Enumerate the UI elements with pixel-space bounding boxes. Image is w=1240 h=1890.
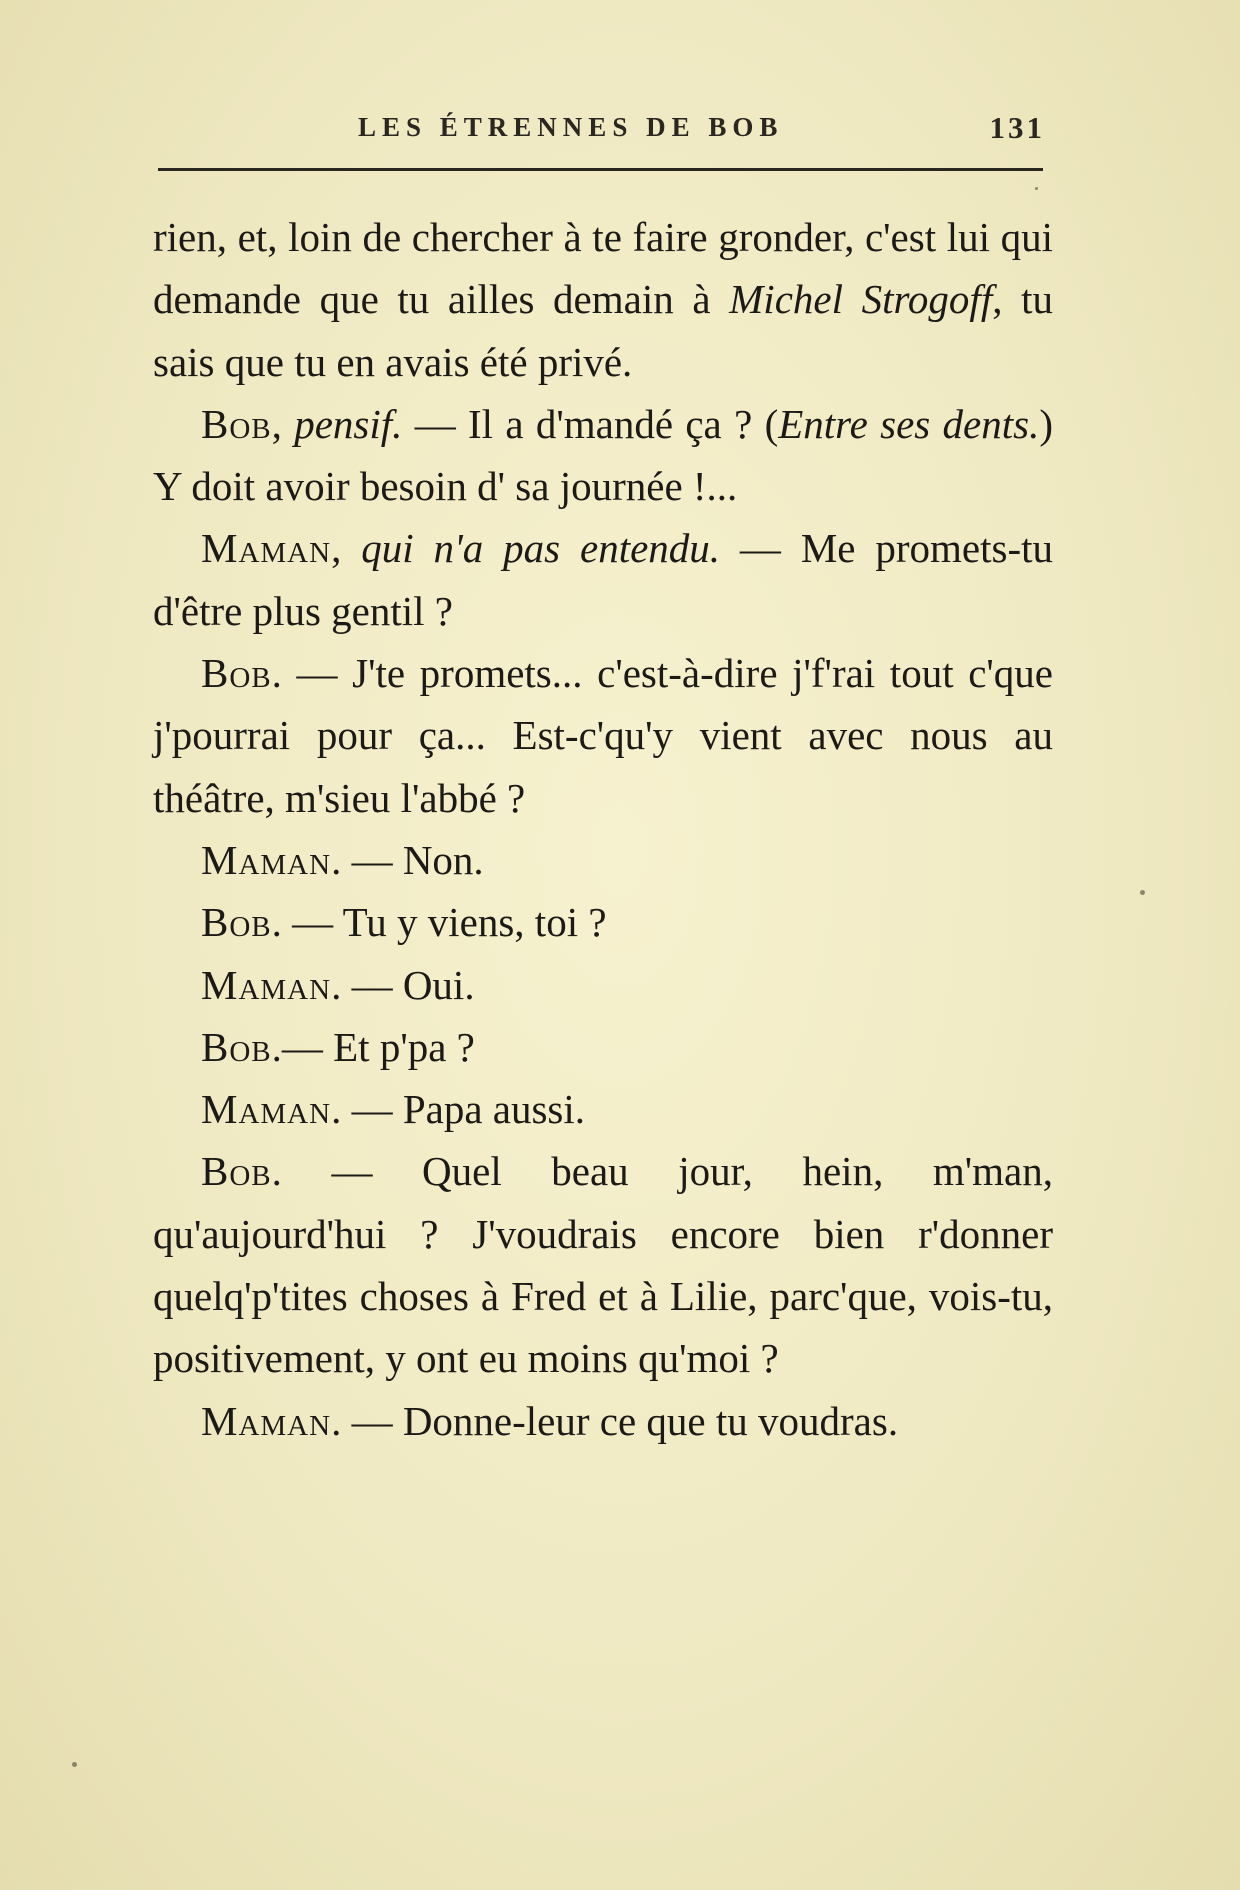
text-run: . — J'te promets... c'est-à-dire j'f'rai tout c'que j'pourrai pour ça... Est-c'qu'y vient avec nous au théâtre, m'sieu l'abbé ? bbox=[153, 650, 1053, 821]
running-title: LES ÉTRENNES DE BOB bbox=[358, 112, 784, 142]
paper-speck bbox=[1140, 890, 1145, 895]
page-header bbox=[158, 112, 1051, 152]
paper-speck bbox=[1035, 187, 1038, 190]
text-run: rien, et, loin de chercher à te faire gronder, c'est lui qui demande que tu ailles demain à bbox=[153, 214, 1053, 323]
text-run: — Il a d'mandé ça ? ( bbox=[402, 400, 779, 447]
paragraph-6 bbox=[153, 891, 1053, 953]
text-run: . — Tu y viens, toi ? bbox=[271, 899, 607, 946]
paragraph-9 bbox=[153, 1078, 1053, 1140]
speaker-name: Bob bbox=[201, 1148, 272, 1195]
speaker-name: Maman bbox=[201, 836, 332, 883]
italic-title: Michel Strogoff bbox=[729, 276, 993, 323]
speaker-name: Bob bbox=[201, 400, 272, 447]
speaker-name: Maman bbox=[201, 1086, 332, 1133]
speaker-name: Maman bbox=[201, 525, 332, 572]
stage-direction: qui n'a pas entendu. bbox=[361, 525, 721, 572]
speaker-name: Bob bbox=[201, 650, 272, 697]
text-run: .— Et p'pa ? bbox=[271, 1023, 475, 1070]
page-number: 131 bbox=[989, 110, 1045, 145]
speaker-name: Bob bbox=[201, 1023, 272, 1070]
paragraph-4 bbox=[153, 642, 1053, 829]
speaker-name: Maman bbox=[201, 1397, 332, 1444]
paragraph-5 bbox=[153, 829, 1053, 891]
paragraph-3: Maman, qui n'a pas entendu. — Me promets-tu d'être plus gentil ? bbox=[153, 525, 1053, 634]
text-run: . — Non. bbox=[331, 836, 484, 883]
stage-direction: Entre ses dents. bbox=[778, 400, 1040, 447]
paragraph-8 bbox=[153, 1016, 1053, 1078]
speaker-name: Bob bbox=[201, 899, 272, 946]
body-text bbox=[153, 206, 1053, 1452]
text-run: , tu sais que tu en avais été privé. bbox=[153, 276, 1053, 385]
header-rule bbox=[158, 168, 1043, 171]
stage-direction: pensif. bbox=[294, 400, 403, 447]
text-run: — Me promets-tu d'être plus gentil ? bbox=[153, 525, 1053, 634]
text-run: . — Oui. bbox=[331, 961, 475, 1008]
paragraph-11 bbox=[153, 1390, 1053, 1452]
paragraph-2: Bob, pensif. — Il a d'mandé ça ? (Entre ses dents.) Y doit avoir besoin d' sa journée !... bbox=[153, 400, 1053, 510]
text-run: ) Y doit avoir besoin d' sa journée !... bbox=[153, 400, 1053, 510]
paragraph-10 bbox=[153, 1140, 1053, 1389]
text-run: . — Quel beau jour, hein, m'man, qu'aujourd'hui ? J'voudrais encore bien r'donner quelq'p'tites choses à Fred et à Lilie, parc'que, vois-tu, positivement, y ont eu moins qu'moi ? bbox=[153, 1148, 1053, 1382]
paragraph-7 bbox=[153, 954, 1053, 1016]
text-run: . — Papa aussi. bbox=[331, 1086, 586, 1133]
text-run: . — Donne-leur ce que tu voudras. bbox=[331, 1397, 899, 1444]
speaker-name: Maman bbox=[201, 961, 332, 1008]
paragraph-1 bbox=[153, 206, 1053, 393]
paper-speck bbox=[72, 1762, 77, 1767]
